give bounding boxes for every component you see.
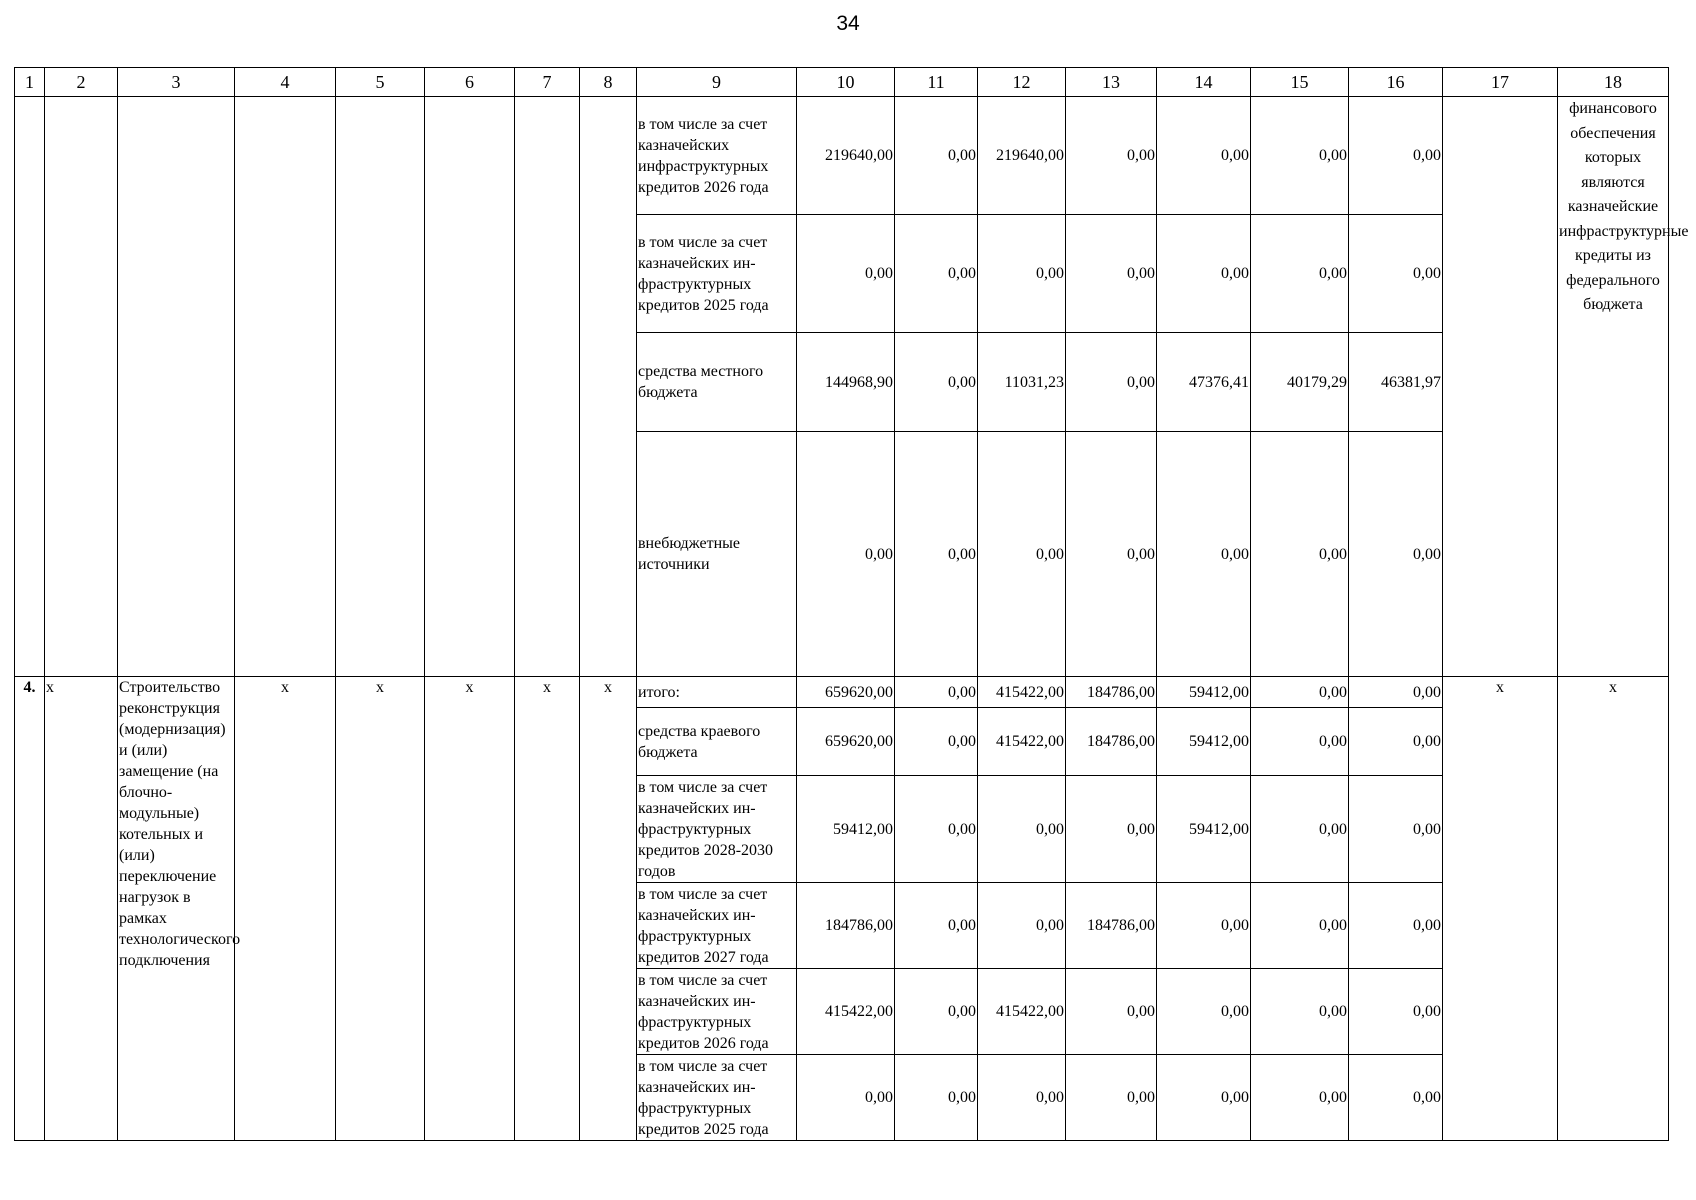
- amount-cell: 0,00: [1251, 215, 1349, 333]
- col-header: 10: [797, 68, 895, 97]
- col-header: 1: [15, 68, 45, 97]
- amount-cell: 0,00: [978, 215, 1066, 333]
- amount-cell: 0,00: [978, 1055, 1066, 1141]
- amount-cell: 0,00: [1157, 97, 1251, 215]
- amount-cell: 0,00: [797, 1055, 895, 1141]
- amount-cell: 0,00: [1251, 1055, 1349, 1141]
- amount-cell: 47376,41: [1157, 333, 1251, 432]
- amount-cell: 0,00: [1349, 97, 1443, 215]
- col6-cell: x: [425, 677, 515, 1141]
- funding-source-label: итого:: [637, 677, 797, 708]
- amount-cell: 0,00: [895, 333, 978, 432]
- amount-cell: 0,00: [895, 776, 978, 883]
- funding-source-label: в том числе за счет казначейских ин-фраструктурных кредитов 2027 года: [637, 883, 797, 969]
- col-header: 18: [1558, 68, 1669, 97]
- amount-cell: 59412,00: [797, 776, 895, 883]
- amount-cell: 0,00: [797, 215, 895, 333]
- empty-cell: [1443, 97, 1558, 677]
- amount-cell: 0,00: [895, 215, 978, 333]
- col-header: 6: [425, 68, 515, 97]
- funding-source-label: в том числе за счет казначейских ин-фраструктурных кредитов 2028-2030 годов: [637, 776, 797, 883]
- amount-cell: 0,00: [797, 432, 895, 677]
- amount-cell: 0,00: [1251, 97, 1349, 215]
- col-header: 17: [1443, 68, 1558, 97]
- amount-cell: 184786,00: [1066, 708, 1157, 776]
- amount-cell: 0,00: [1157, 215, 1251, 333]
- budget-table: [14, 67, 1689, 1141]
- funding-source-label: в том числе за счет казначейских ин-фраструктурных кредитов 2025 года: [637, 215, 797, 333]
- amount-cell: 659620,00: [797, 708, 895, 776]
- amount-cell: 0,00: [1157, 432, 1251, 677]
- funding-source-label: в том числе за счет казначейских ин-фраструктурных кредитов 2026 года: [637, 969, 797, 1055]
- amount-cell: 40179,29: [1251, 333, 1349, 432]
- col5-cell: x: [336, 677, 425, 1141]
- amount-cell: 415422,00: [978, 969, 1066, 1055]
- col-header: 15: [1251, 68, 1349, 97]
- col-header: 8: [580, 68, 637, 97]
- amount-cell: 0,00: [1251, 432, 1349, 677]
- amount-cell: 415422,00: [797, 969, 895, 1055]
- amount-cell: 59412,00: [1157, 776, 1251, 883]
- funding-source-label: средства местного бюджета: [637, 333, 797, 432]
- amount-cell: 0,00: [1066, 776, 1157, 883]
- page-number: 34: [836, 12, 860, 35]
- col-header: 9: [637, 68, 797, 97]
- col-header: 2: [45, 68, 118, 97]
- empty-cell: [45, 97, 118, 677]
- col-header: 3: [118, 68, 235, 97]
- funding-source-label: в том числе за счет казначейских инфраструктурных кредитов 2026 года: [637, 97, 797, 215]
- amount-cell: 0,00: [1349, 969, 1443, 1055]
- amount-cell: 144968,90: [797, 333, 895, 432]
- amount-cell: 0,00: [1066, 969, 1157, 1055]
- amount-cell: 0,00: [1157, 883, 1251, 969]
- amount-cell: 0,00: [1251, 677, 1349, 708]
- col-header: 7: [515, 68, 580, 97]
- amount-cell: 0,00: [1349, 677, 1443, 708]
- item-number: 4.: [15, 677, 45, 1141]
- amount-cell: 0,00: [895, 97, 978, 215]
- amount-cell: 659620,00: [797, 677, 895, 708]
- financing-note: финансового обеспечения которых являются казначейские инфраструктурные кредиты из федерального бюджета: [1558, 97, 1669, 677]
- amount-cell: 0,00: [1349, 776, 1443, 883]
- amount-cell: 0,00: [895, 969, 978, 1055]
- col17-cell: x: [1443, 677, 1558, 1141]
- amount-cell: 46381,97: [1349, 333, 1443, 432]
- amount-cell: 11031,23: [978, 333, 1066, 432]
- amount-cell: 0,00: [1349, 708, 1443, 776]
- amount-cell: 0,00: [895, 1055, 978, 1141]
- col-header: 16: [1349, 68, 1443, 97]
- amount-cell: 0,00: [1349, 1055, 1443, 1141]
- amount-cell: 0,00: [1066, 97, 1157, 215]
- column-number-row: [15, 68, 1669, 97]
- amount-cell: 59412,00: [1157, 677, 1251, 708]
- amount-cell: 0,00: [895, 883, 978, 969]
- amount-cell: 0,00: [978, 883, 1066, 969]
- col4-cell: x: [235, 677, 336, 1141]
- amount-cell: 0,00: [1251, 969, 1349, 1055]
- table-row: [15, 677, 1669, 708]
- amount-cell: 0,00: [1066, 215, 1157, 333]
- col-header: 12: [978, 68, 1066, 97]
- amount-cell: 0,00: [1349, 432, 1443, 677]
- col18-cell: x: [1558, 677, 1669, 1141]
- amount-cell: 184786,00: [1066, 677, 1157, 708]
- amount-cell: 184786,00: [1066, 883, 1157, 969]
- amount-cell: 0,00: [1157, 1055, 1251, 1141]
- amount-cell: 0,00: [1349, 883, 1443, 969]
- amount-cell: 0,00: [1349, 215, 1443, 333]
- amount-cell: 0,00: [1066, 333, 1157, 432]
- empty-cell: [515, 97, 580, 677]
- col-header: 5: [336, 68, 425, 97]
- amount-cell: 0,00: [1157, 969, 1251, 1055]
- amount-cell: 0,00: [895, 432, 978, 677]
- amount-cell: 0,00: [1066, 1055, 1157, 1141]
- amount-cell: 0,00: [895, 677, 978, 708]
- table-row: [15, 97, 1669, 215]
- col-header: 4: [235, 68, 336, 97]
- amount-cell: 59412,00: [1157, 708, 1251, 776]
- empty-cell: [336, 97, 425, 677]
- col7-cell: x: [515, 677, 580, 1141]
- funding-source-label: в том числе за счет казначейских ин-фраструктурных кредитов 2025 года: [637, 1055, 797, 1141]
- funding-source-label: внебюджетные источники: [637, 432, 797, 677]
- empty-cell: [235, 97, 336, 677]
- amount-cell: 0,00: [895, 708, 978, 776]
- col8-cell: x: [580, 677, 637, 1141]
- funding-source-label: средства краевого бюджета: [637, 708, 797, 776]
- empty-cell: [580, 97, 637, 677]
- col-header: 11: [895, 68, 978, 97]
- amount-cell: 0,00: [978, 432, 1066, 677]
- amount-cell: 0,00: [978, 776, 1066, 883]
- amount-cell: 0,00: [1066, 432, 1157, 677]
- empty-cell: [15, 97, 45, 677]
- amount-cell: 415422,00: [978, 708, 1066, 776]
- empty-cell: [425, 97, 515, 677]
- object-name: Строительство реконструкция (модернизация) и (или) замещение (на блочно-модульные) котельных и (или) переключение нагрузок в рамках технологического подключения: [118, 677, 235, 1141]
- amount-cell: 415422,00: [978, 677, 1066, 708]
- amount-cell: 0,00: [1251, 883, 1349, 969]
- amount-cell: 0,00: [1251, 708, 1349, 776]
- amount-cell: 0,00: [1251, 776, 1349, 883]
- amount-cell: 184786,00: [797, 883, 895, 969]
- col2-cell: x: [45, 677, 118, 1141]
- col-header: 14: [1157, 68, 1251, 97]
- col-header: 13: [1066, 68, 1157, 97]
- amount-cell: 219640,00: [797, 97, 895, 215]
- empty-cell: [118, 97, 235, 677]
- amount-cell: 219640,00: [978, 97, 1066, 215]
